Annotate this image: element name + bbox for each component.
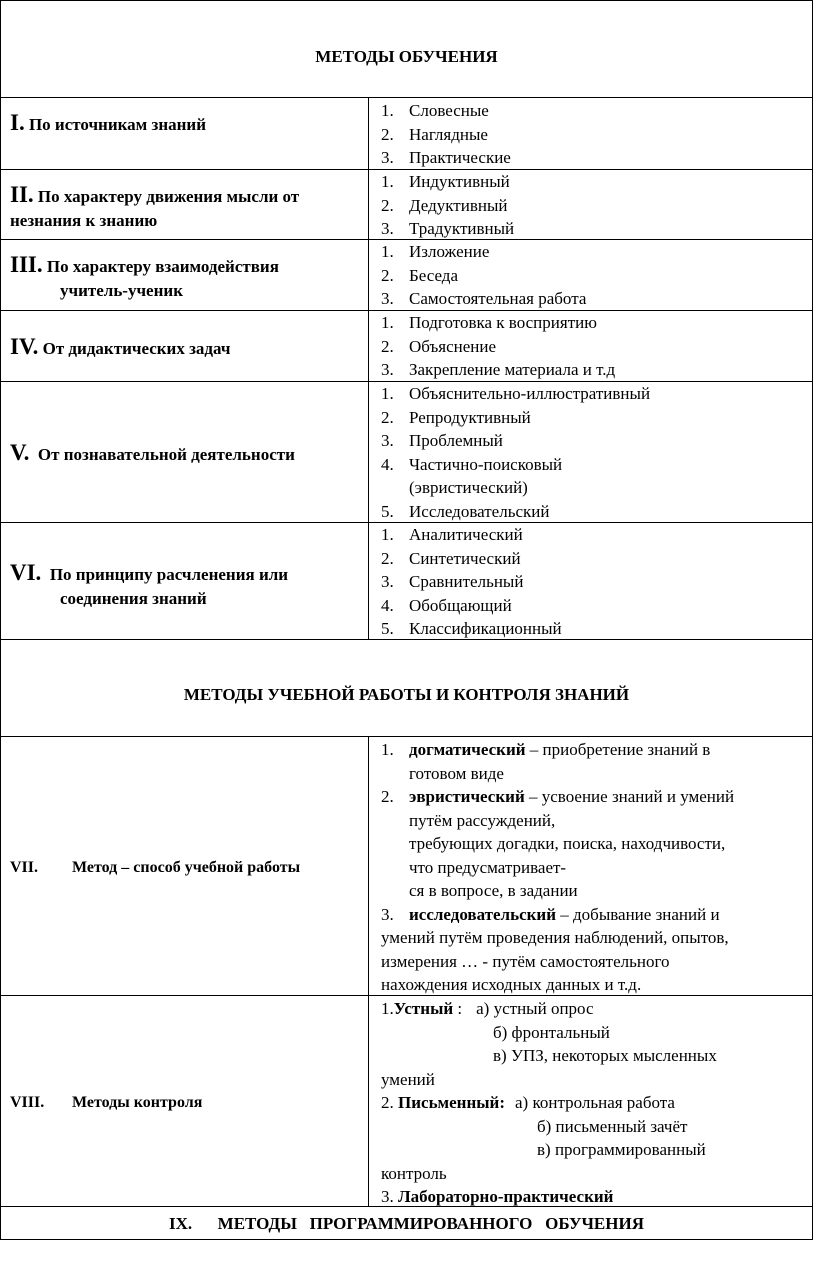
heading-study-and-control-methods: МЕТОДЫ УЧЕБНОЙ РАБОТЫ И КОНТРОЛЯ ЗНАНИЙ [183, 685, 630, 704]
list-item: 1. Аналитический [381, 525, 523, 544]
row-label: VIII. Методы контроля [10, 1091, 366, 1115]
list-item: 1. Подготовка к восприятию [381, 313, 597, 332]
list-item: 2. Дедуктивный [381, 195, 508, 215]
list-item: 4. Частично-поисковый [381, 454, 563, 474]
row-label: II. По характеру движения мысли от незнания к знанию [10, 182, 300, 230]
list-item: 2. Репродуктивный [381, 407, 531, 427]
list-item: 3. исследовательский – добывание знаний и [381, 904, 720, 924]
heading-methods-of-teaching: МЕТОДЫ ОБУЧЕНИЯ [315, 47, 498, 66]
list-item: 1. догматический – приобретение знаний в [381, 740, 711, 759]
roman-numeral: V. [10, 440, 30, 465]
row-items [381, 240, 806, 311]
list-item: 5. Исследовательский [381, 501, 550, 521]
list-item: 1.Устный : а) устный опрос [381, 999, 594, 1018]
row-divider [1, 97, 812, 98]
list-item: 2. Синтетический [381, 548, 521, 568]
row-programmed-learning: IX. МЕТОДЫ ПРОГРАММИРОВАННОГО ОБУЧЕНИЯ [169, 1214, 644, 1233]
roman-numeral: I. [10, 110, 25, 135]
list-item: 2. Объяснение [381, 336, 497, 356]
list-item: 2. Письменный: а) контрольная работа [381, 1093, 675, 1112]
row-items: 1.Устный : а) устный опрос б) фронтальный в) УПЗ, некоторых мысленных умений 2. Письменный: а) контрольная работа б) письменный зачёт в) программированный контроль 3. Лабораторно-практический [381, 997, 806, 1209]
list-item: 3. Традуктивный [381, 219, 515, 238]
roman-numeral: VI. [10, 560, 42, 585]
list-item: 2. Беседа [381, 265, 458, 285]
row-label: VII. Метод – способ учебной работы [10, 856, 366, 880]
list-item: 3. Самостоятельная работа [381, 289, 587, 308]
row-label: VI. По принципу расчленения или соединения знаний [10, 560, 289, 608]
row-items: 1. догматический – приобретение знаний в готовом виде 2. эвристический – усвоение знаний и умений путём рассуждений, требующих догадки, поиска, находчивости, что предусматривает- ся в вопросе, в задании 3. исследовательский – добывание знаний и умений путём проведения наблюдений, опытов, измерения … - путём самостоятельного нахождения исходных данных и т.д. [381, 738, 806, 997]
list-item: 2. эвристический – усвоение знаний и умений [381, 787, 735, 806]
row-items [381, 523, 806, 641]
list-item: 3. Практические [381, 148, 511, 167]
list-item: 1. Словесные [381, 101, 489, 120]
roman-numeral: II. [10, 182, 34, 207]
roman-numeral: VIII. [10, 1094, 45, 1111]
row-label-text: По источникам знаний [28, 115, 207, 134]
list-item: 1. Объяснительно-иллюстративный [381, 384, 651, 403]
list-item: 2. Наглядные [381, 124, 488, 144]
row-items [381, 99, 806, 170]
row-items [381, 311, 806, 382]
row-label: V. От познавательной деятельности [10, 440, 295, 465]
roman-numeral: III. [10, 252, 43, 277]
list-item: 3. Лабораторно-практический [381, 1187, 614, 1206]
column-divider [368, 97, 369, 639]
list-item: 3. Проблемный [381, 431, 503, 450]
list-item: 3. Закрепление материала и т.д [381, 360, 616, 379]
row-items [381, 170, 806, 241]
row-items [381, 382, 806, 523]
list-item: 1. Изложение [381, 242, 490, 261]
list-item: (эвристический) [409, 478, 528, 497]
list-item: 3. Сравнительный [381, 572, 524, 591]
roman-numeral: VII. [10, 859, 39, 876]
column-divider [368, 736, 369, 1206]
row-label: IV. От дидактических задач [10, 334, 231, 359]
row-divider [1, 736, 812, 737]
list-item: 5. Классификационный [381, 619, 562, 638]
list-item: 4. Обобщающий [381, 595, 512, 615]
roman-numeral: IV. [10, 334, 39, 359]
row-label [10, 111, 366, 137]
row-label: III. По характеру взаимодействия учитель-ученик [10, 252, 279, 300]
list-item: 1. Индуктивный [381, 172, 510, 191]
